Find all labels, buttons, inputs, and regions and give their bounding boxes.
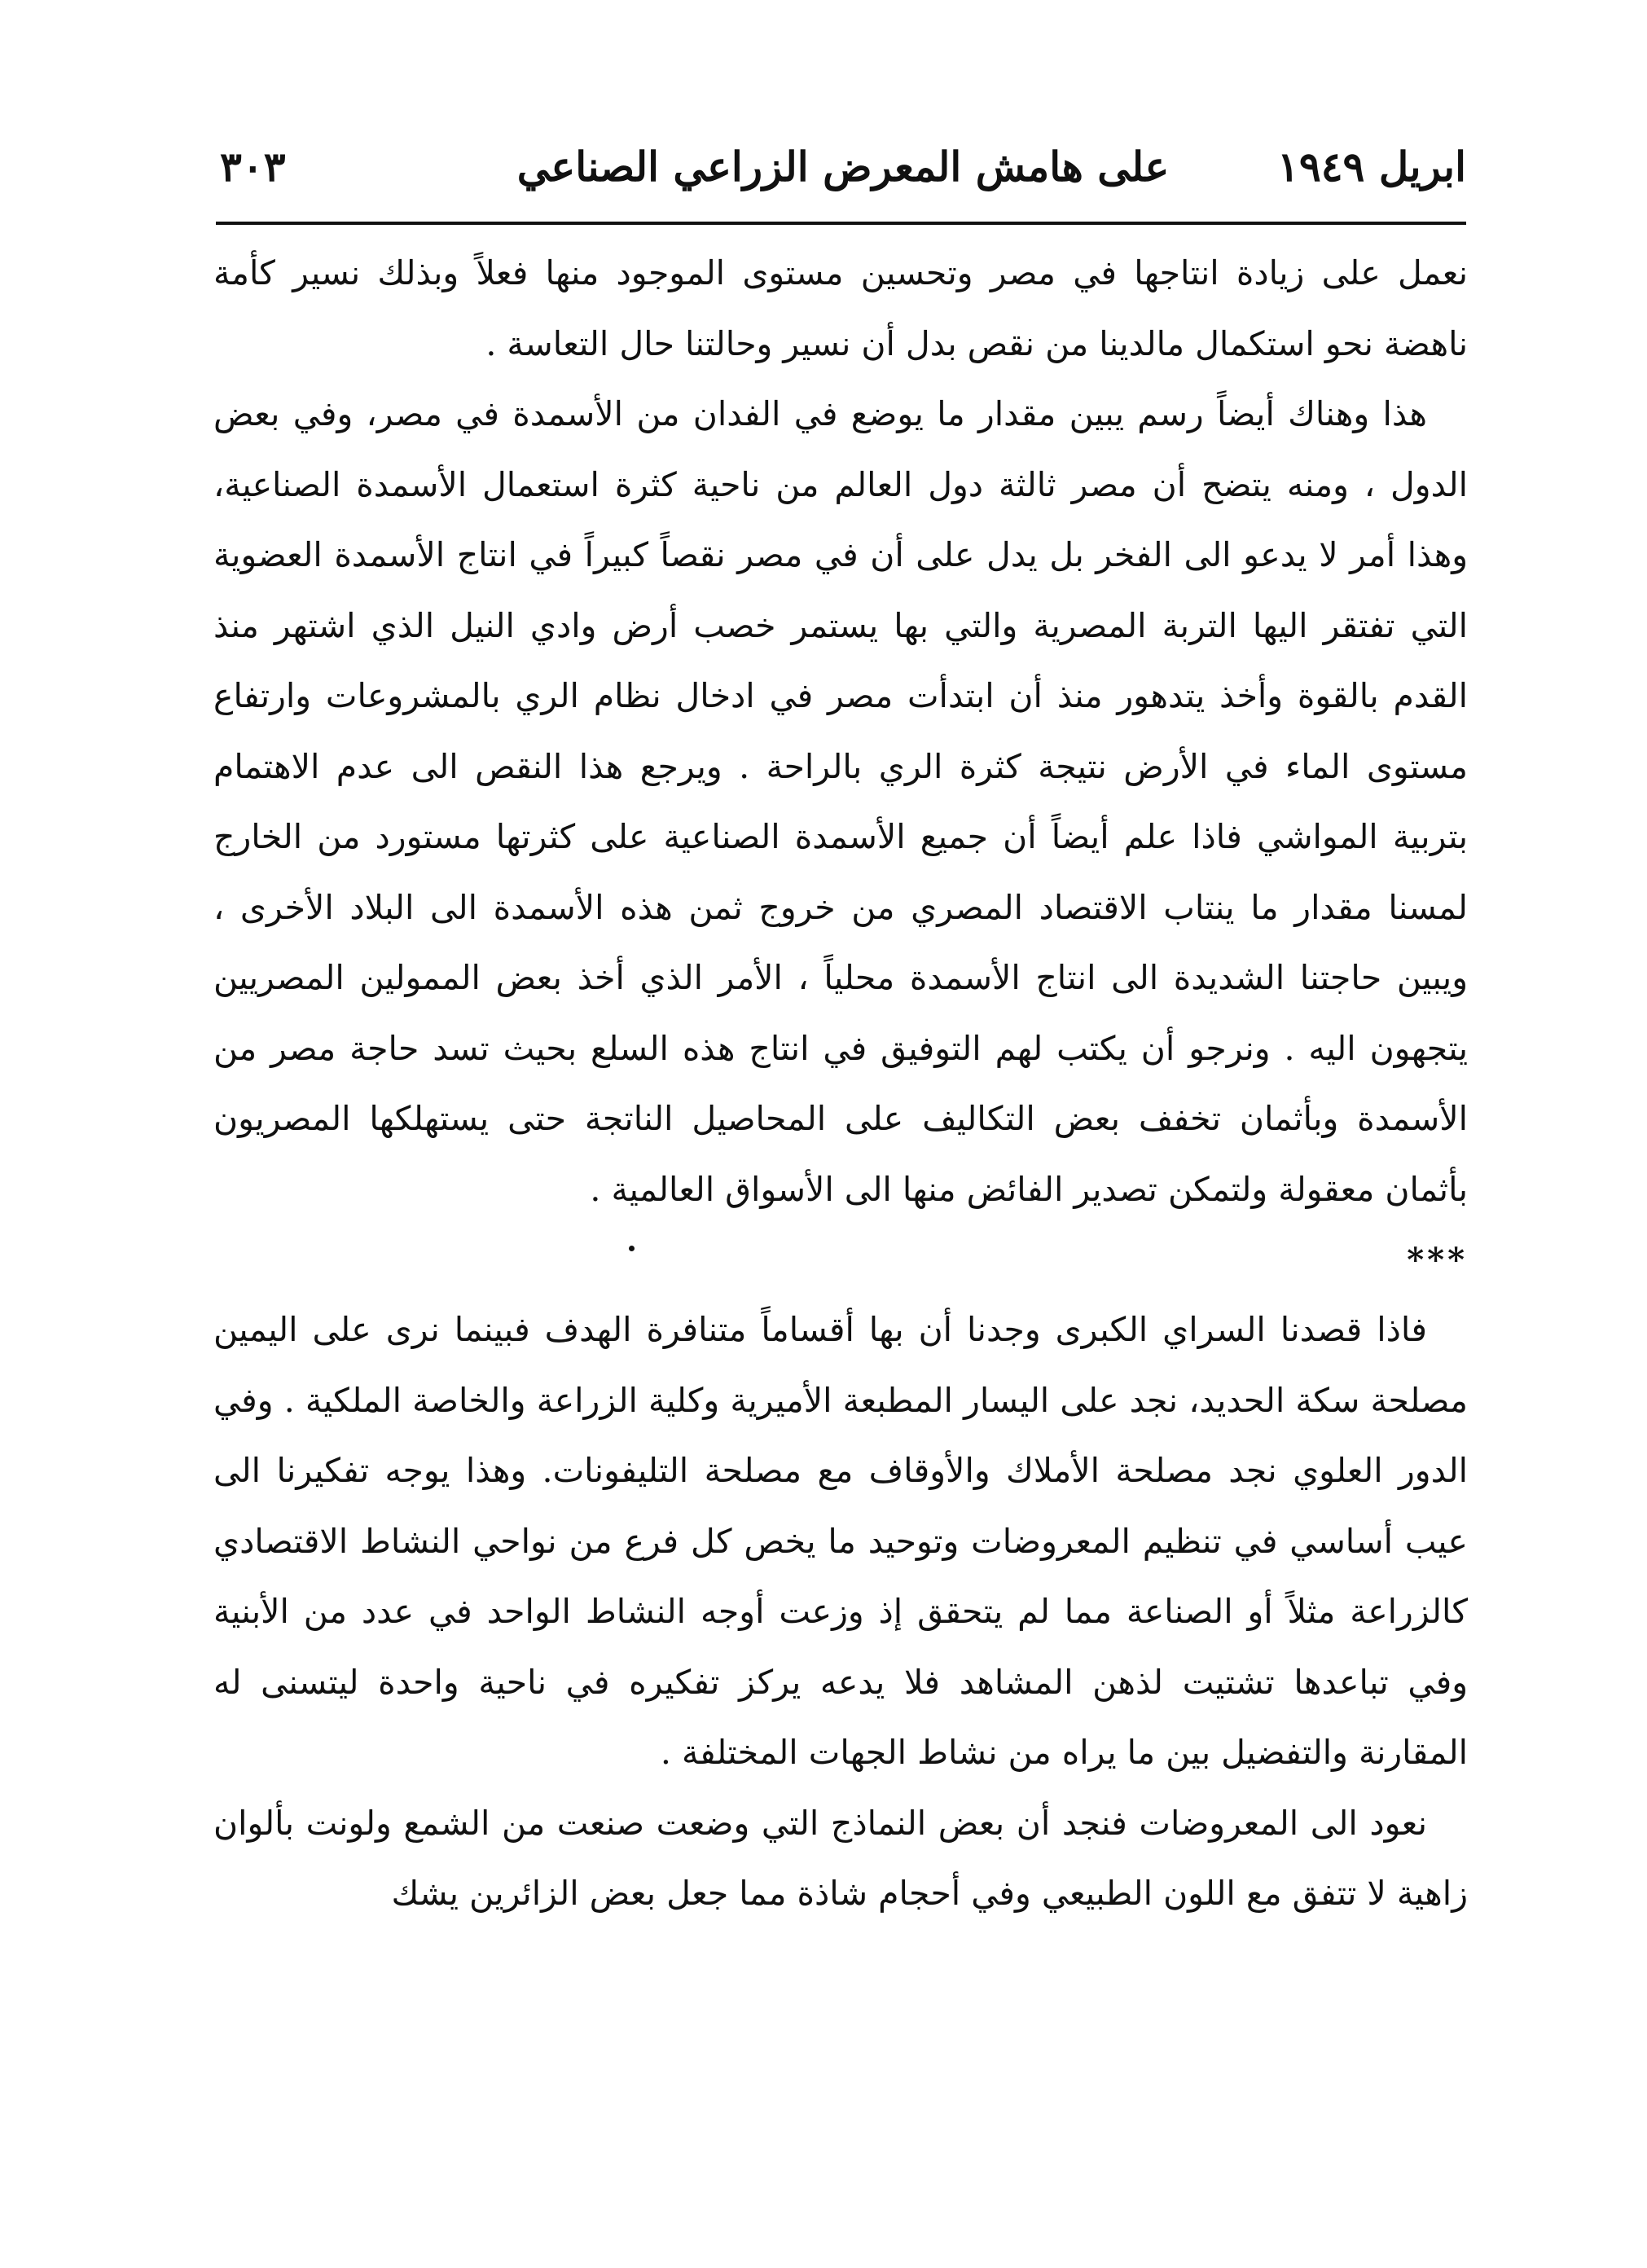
- paragraph: فاذا قصدنا السراي الكبرى وجدنا أن بها أقساماً متنافرة الهدف فبينما نرى على اليمين مصلحة سكة الحديد، نجد على اليسار المطبعة الأميرية وكلية الزراعة والخاصة الملكية . وفي الدور العلوي نجد مصلحة الأملاك والأوقاف مع مصلحة التليفونات. وهذا يوجه تفكيرنا الى عيب أساسي في تنظيم المعروضات وتوحيد ما يخص كل فرع من نواحي النشاط الاقتصادي كالزراعة مثلاً أو الصناعة مما لم يتحقق إذ وزعت أوجه النشاط الواحد في عدد من الأبنية وفي تباعدها تشتيت لذهن المشاهد فلا يدعه يركز تفكيره في ناحية واحدة ليتسنى له المقارنة والتفضيل بين ما يراه من نشاط الجهات المختلفة .: [213, 1310, 1468, 1772]
- section-separator: [213, 1224, 1468, 1294]
- page-number: ٣٠٣: [220, 143, 286, 191]
- article-title: على هامش المعرض الزراعي الصناعي: [516, 143, 1170, 191]
- header-rule: [216, 222, 1466, 225]
- paragraph: هذا وهناك أيضاً رسم يبين مقدار ما يوضع في الفدان من الأسمدة في مصر، وفي بعض الدول ، ومنه يتضح أن مصر ثالثة دول العالم من ناحية كثرة استعمال الأسمدة الصناعية، وهذا أمر لا يدعو الى الفخر بل يدل على أن في مصر نقصاً كبيراً في انتاج الأسمدة العضوية التي تفتقر اليها التربة المصرية والتي بها يستمر خصب أرض وادي النيل الذي اشتهر منذ القدم بالقوة وأخذ يتدهور منذ أن ابتدأت مصر في ادخال نظام الري بالمشروعات وارتفاع مستوى الماء في الأرض نتيجة كثرة الري بالراحة . ويرجع هذا النقص الى عدم الاهتمام بتربية المواشي فاذا علم أيضاً أن جميع الأسمدة الصناعية على كثرتها مستورد من الخارج لمسنا مقدار ما ينتاب الاقتصاد المصري من خروج ثمن هذه الأسمدة الى البلاد الأخرى ، ويبين حاجتنا الشديدة الى انتاج الأسمدة محلياً ، الأمر الذي أخذ بعض الممولين المصريين يتجهون اليه . ونرجو أن يكتب لهم التوفيق في انتاج هذه السلع بحيث تسد حاجة مصر من الأسمدة وبأثمان تخفف بعض التكاليف على المحاصيل الناتجة حتى يستهلكها المصريون بأثمان معقولة ولتمكن تصدير الفائض منها الى الأسواق العالمية .: [213, 394, 1468, 1209]
- asterisk-separator: ***: [1407, 1241, 1468, 1279]
- paragraph: نعود الى المعروضات فنجد أن بعض النماذج التي وضعت صنعت من الشمع ولونت بألوان زاهية لا تتفق مع اللون الطبيعي وفي أحجام شاذة مما جعل بعض الزائرين يشك: [213, 1803, 1468, 1913]
- issue-date: ابريل ١٩٤٩: [1276, 143, 1466, 191]
- running-head: [220, 130, 1466, 204]
- ink-dot: [629, 1246, 635, 1251]
- paragraph: نعمل على زيادة انتاجها في مصر وتحسين مستوى الموجود منها فعلاً وبذلك نسير كأمة ناهضة نحو استكمال مالدينا من نقص بدل أن نسير وحالتنا حال التعاسة .: [213, 253, 1468, 363]
- article-body: [213, 238, 1468, 1929]
